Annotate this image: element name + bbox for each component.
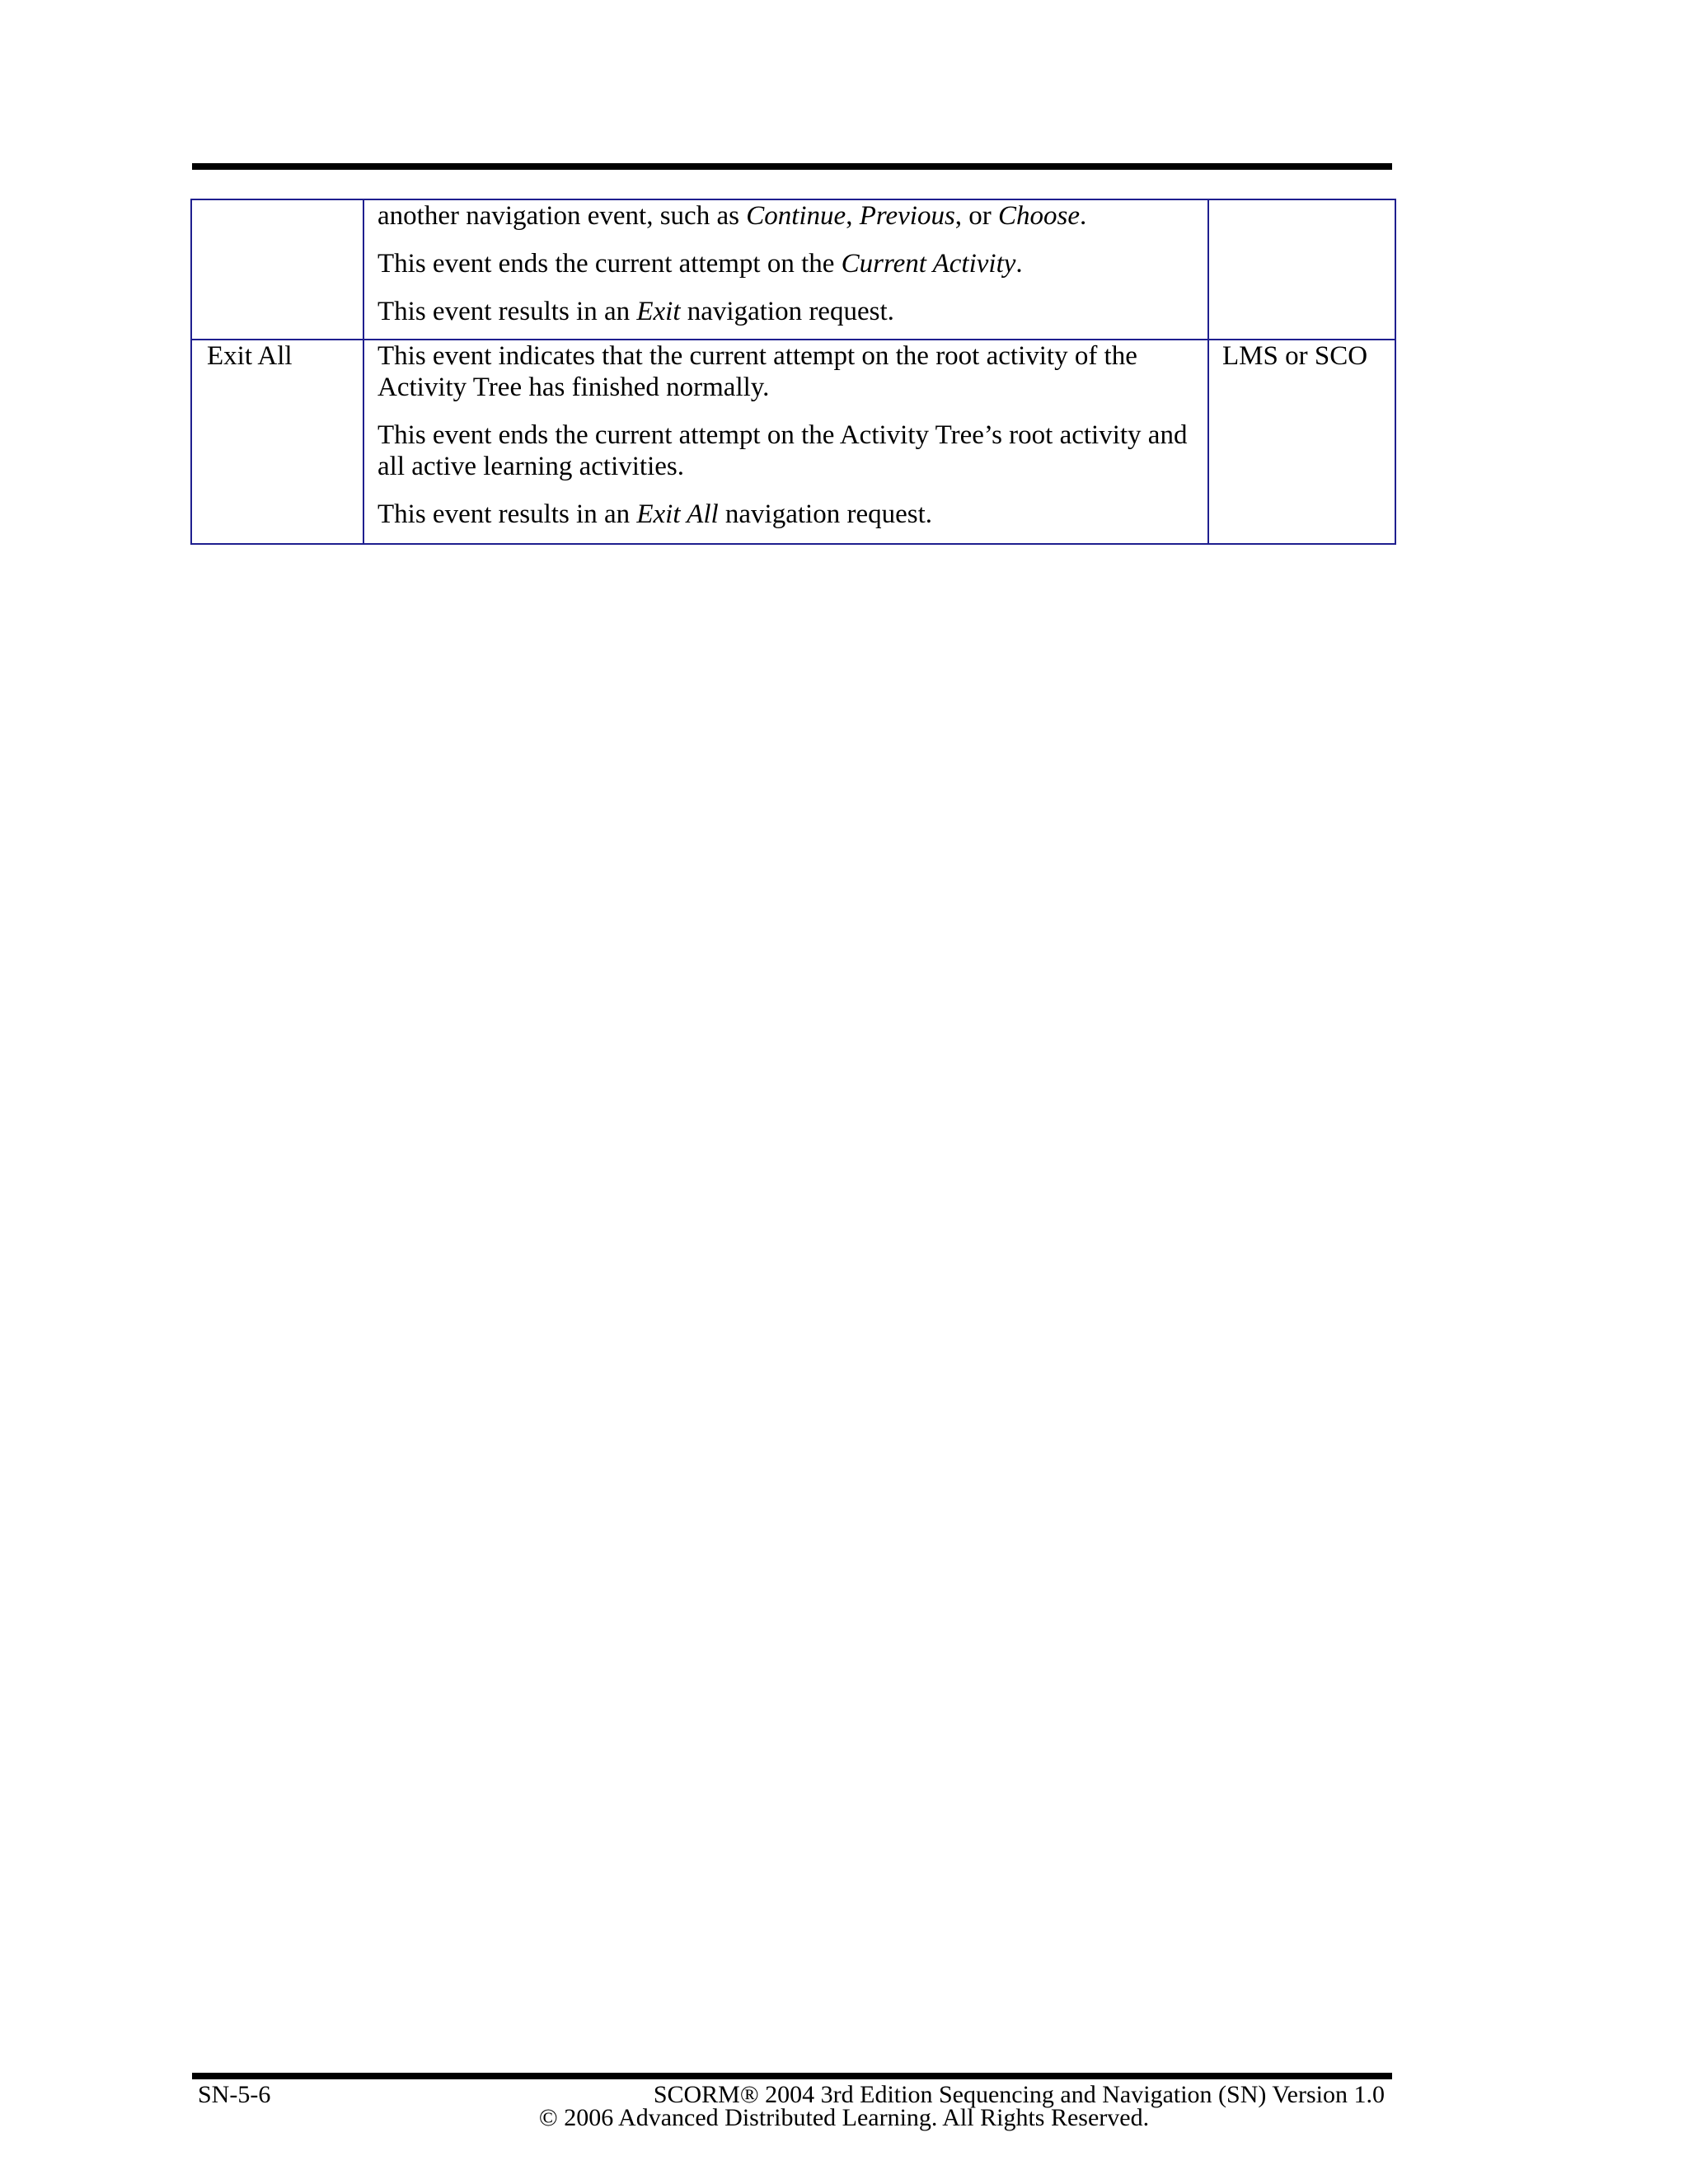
- text-run: This event results in an: [377, 297, 637, 326]
- event-description: [364, 200, 1207, 339]
- event-source-cell: [1208, 340, 1395, 544]
- italic-term: Continue: [746, 201, 846, 231]
- event-source: [1209, 200, 1395, 212]
- description-paragraph: [377, 340, 1194, 403]
- description-paragraph: [377, 419, 1194, 482]
- copyright-notice: © 2006 Advanced Distributed Learning. All Rights Reserved.: [538, 2104, 1150, 2131]
- event-description-cell: [363, 199, 1208, 340]
- italic-term: Choose: [998, 201, 1081, 231]
- event-source-cell: [1208, 199, 1395, 340]
- text-run: This event ends the current attempt on the: [377, 249, 842, 279]
- page-number: SN-5-6: [198, 2081, 271, 2108]
- text-run: navigation request.: [718, 499, 932, 529]
- description-paragraph: [377, 296, 1194, 327]
- text-run: This event results in an: [377, 499, 637, 529]
- event-name: Exit All: [207, 341, 293, 371]
- italic-term: Current Activity: [841, 249, 1016, 279]
- description-paragraph: [377, 248, 1194, 279]
- event-name-cell: [191, 340, 363, 544]
- event-description-cell: [363, 340, 1208, 544]
- description-paragraph: [377, 499, 1194, 530]
- text-run: navigation request.: [680, 297, 894, 326]
- italic-term: Exit All: [636, 499, 719, 529]
- text-run: .: [1015, 249, 1023, 279]
- italic-term: Previous: [859, 201, 955, 231]
- event-source: LMS or SCO: [1222, 341, 1368, 371]
- text-run: .: [1080, 201, 1087, 231]
- table-row: [191, 199, 1395, 340]
- events-table-body: [191, 199, 1395, 544]
- text-run: This event indicates that the current attempt on the root activity of the Activity Tree has finished normally.: [377, 341, 1137, 402]
- event-name-cell: [191, 199, 363, 340]
- navigation-events-table: [190, 199, 1396, 545]
- header-rule: [192, 163, 1392, 170]
- event-description: [364, 340, 1207, 543]
- italic-term: Exit: [636, 297, 681, 326]
- text-run: , or: [954, 201, 999, 231]
- table-row: [191, 340, 1395, 544]
- text-run: This event ends the current attempt on the Activity Tree’s root activity and all active learning activities.: [377, 420, 1188, 481]
- description-paragraph: [377, 200, 1194, 232]
- document-title: SCORM® 2004 3rd Edition Sequencing and Navigation (SN) Version 1.0: [653, 2081, 1385, 2108]
- text-run: ,: [846, 201, 860, 231]
- text-run: another navigation event, such as: [377, 201, 747, 231]
